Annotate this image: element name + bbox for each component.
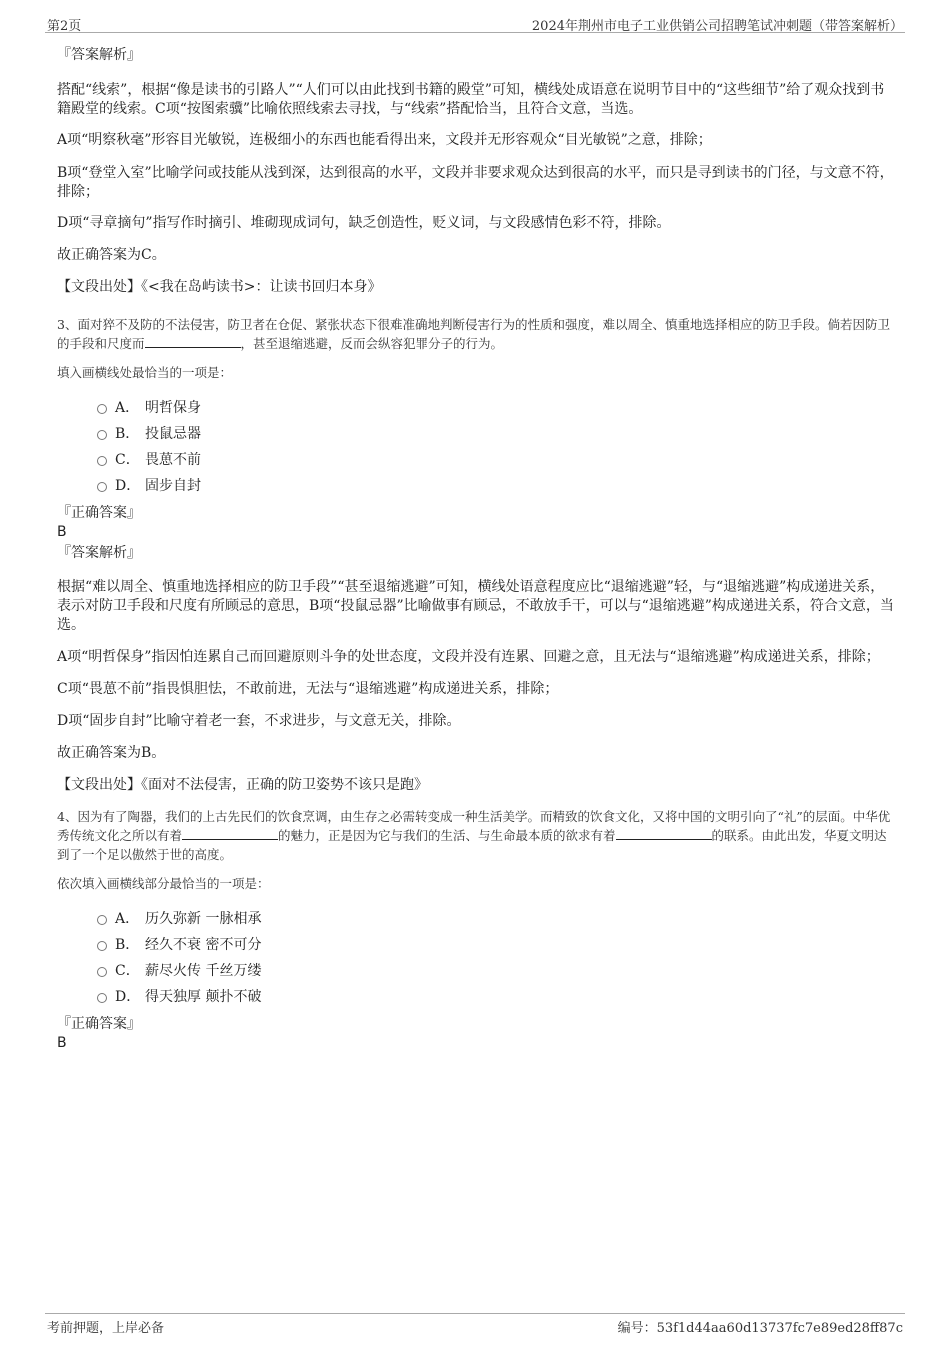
option-b[interactable]: B． 投鼠忌器: [57, 421, 897, 447]
analysis-paragraph: A项“明哲保身”指因怕连累自己而回避原则斗争的处世态度，文段并没有连累、回避之意，且无法与“退缩逃避”构成递进关系，排除；: [57, 649, 880, 665]
page-header: [45, 14, 905, 33]
option-a[interactable]: A． 历久弥新 一脉相承: [57, 906, 897, 932]
analysis-paragraph: C项“畏葸不前”指畏惧胆怯，不敢前进，无法与“退缩逃避”构成递进关系，排除；: [57, 681, 559, 697]
radio-button[interactable]: [97, 941, 107, 951]
radio-button[interactable]: [97, 967, 107, 977]
correct-answer-label: 『正确答案』: [57, 505, 141, 521]
stem-text: ，甚至退缩逃避，反而会纵容犯罪分子的行为。: [240, 336, 504, 351]
options-list: [57, 395, 897, 499]
page-footer: [45, 1313, 905, 1334]
option-d[interactable]: D． 固步自封: [57, 473, 897, 499]
answer-statement: 故正确答案为B。: [57, 745, 166, 761]
question-prompt: 填入画横线处最恰当的一项是：: [57, 365, 233, 380]
radio-button[interactable]: [97, 404, 107, 414]
analysis-label: 『答案解析』: [57, 545, 141, 561]
correct-answer: B: [57, 524, 67, 540]
option-a[interactable]: A． 明哲保身: [57, 395, 897, 421]
analysis-paragraph: D项“寻章摘句”指写作时摘引、堆砌现成词句，缺乏创造性，贬义词，与文段感情色彩不符，排除。: [57, 215, 671, 231]
answer-statement: 故正确答案为C。: [57, 247, 166, 263]
question-prompt: 依次填入画横线部分最恰当的一项是：: [57, 876, 270, 891]
option-c[interactable]: C． 畏葸不前: [57, 447, 897, 473]
document-code: 编号：53f1d44aa60d13737fc7e89ed28ff87c: [617, 1321, 903, 1336]
source-citation: 【文段出处】《面对不法侵害，正确的防卫姿势不该只是跑》: [57, 777, 428, 793]
radio-button[interactable]: [97, 456, 107, 466]
footer-slogan: 考前押题，上岸必备: [47, 1321, 165, 1336]
radio-button[interactable]: [97, 430, 107, 440]
radio-button[interactable]: [97, 482, 107, 492]
stem-text: 4、因为有了陶器，我们的上古先民们的饮食烹调，由生存之必需转变成一种生活美学。而精致的饮食文化，又将中国的文明引向了“礼”的层面。中华优秀传统文化之所以有着: [57, 809, 891, 843]
question-stem: [57, 807, 897, 864]
question-stem: [57, 315, 897, 353]
correct-answer: B: [57, 1035, 67, 1051]
options-list: [57, 906, 897, 1010]
page-number: 第2页: [47, 19, 82, 34]
analysis-paragraph: D项“固步自封”比喻守着老一套，不求进步，与文意无关，排除。: [57, 713, 461, 729]
analysis-label: 『答案解析』: [57, 47, 141, 63]
correct-answer-label: 『正确答案』: [57, 1016, 141, 1032]
analysis-paragraph: 搭配“线索”，根据“像是读书的引路人”“人们可以由此找到书籍的殿堂”可知，横线处成语意在说明节目中的“这些细节”给了观众找到书籍殿堂的线索。C项“按图索骥”比喻依照线索去寻找，与“线索”搭配恰当，且符合文意，当选。: [57, 82, 885, 117]
stem-text: 3、面对猝不及防的不法侵害，防卫者在仓促、紧张状态下很难准确地判断侵害行为的性质和强度，难以周全、慎重地选择相应的防卫手段。倘若因防卫的手段和尺度而: [57, 317, 890, 351]
fill-blank: [616, 826, 712, 840]
analysis-paragraph: A项“明察秋毫”形容目光敏锐，连极细小的东西也能看得出来，文段并无形容观众“目光敏锐”之意，排除；: [57, 132, 712, 148]
stem-text: 的联系。由此出发，华夏文明达到了一个足以傲然于世的高度。: [57, 828, 887, 862]
document-title: 2024年荆州市电子工业供销公司招聘笔试冲刺题（带答案解析）: [531, 19, 903, 34]
option-b[interactable]: B． 经久不衰 密不可分: [57, 932, 897, 958]
stem-text: 的魅力，正是因为它与我们的生活、与生命最本质的欲求有着: [278, 828, 616, 843]
page-content: [57, 44, 897, 1053]
source-citation: 【文段出处】《<我在岛屿读书>：让读书回归本身》: [57, 279, 382, 295]
radio-button[interactable]: [97, 993, 107, 1003]
analysis-paragraph: B项“登堂入室”比喻学问或技能从浅到深，达到很高的水平，文段并非要求观众达到很高的水平，而只是寻到读书的门径，与文意不符，排除；: [57, 165, 894, 200]
radio-button[interactable]: [97, 915, 107, 925]
fill-blank: [182, 826, 278, 840]
option-c[interactable]: C． 薪尽火传 千丝万缕: [57, 958, 897, 984]
analysis-paragraph: 根据“难以周全、慎重地选择相应的防卫手段”“甚至退缩逃避”可知，横线处语意程度应比“退缩逃避”轻，与“退缩逃避”构成递进关系，表示对防卫手段和尺度有所顾忌的意思，B项“投鼠忌器”比喻做事有顾忌，不敢放手干，可以与“退缩逃避”构成递进关系，符合文意，当选。: [57, 579, 894, 633]
option-d[interactable]: D． 得天独厚 颠扑不破: [57, 984, 897, 1010]
fill-blank: [145, 334, 241, 348]
